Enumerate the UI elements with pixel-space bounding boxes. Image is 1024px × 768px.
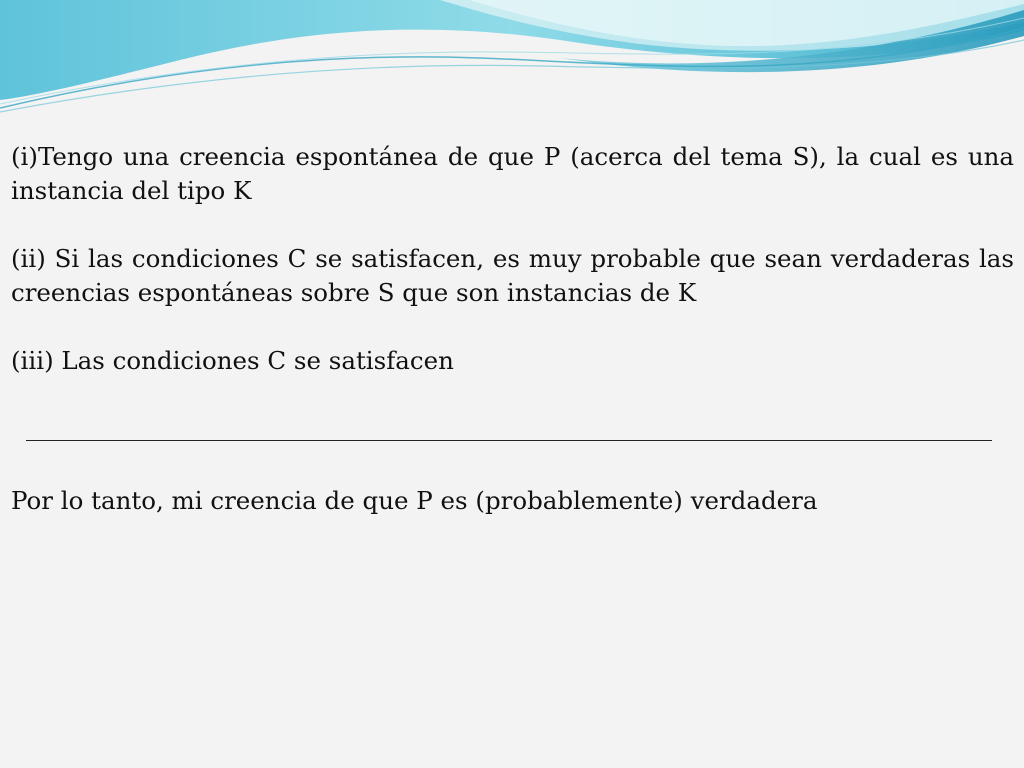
premises-block (11, 140, 1014, 378)
premise-ii: (ii) Si las condiciones C se satisfacen, es muy probable que sean verdaderas las creencias espontáneas sobre S que son instancias de K (11, 244, 1014, 307)
inference-line (26, 440, 992, 441)
conclusion: Por lo tanto, mi creencia de que P es (probablemente) verdadera (11, 486, 818, 515)
premise-iii: (iii) Las condiciones C se satisfacen (11, 346, 454, 375)
decorative-wave-banner (0, 0, 1024, 120)
premise-i: (i)Tengo una creencia espontánea de que P (acerca del tema S), la cual es una instancia del tipo K (11, 142, 1014, 205)
